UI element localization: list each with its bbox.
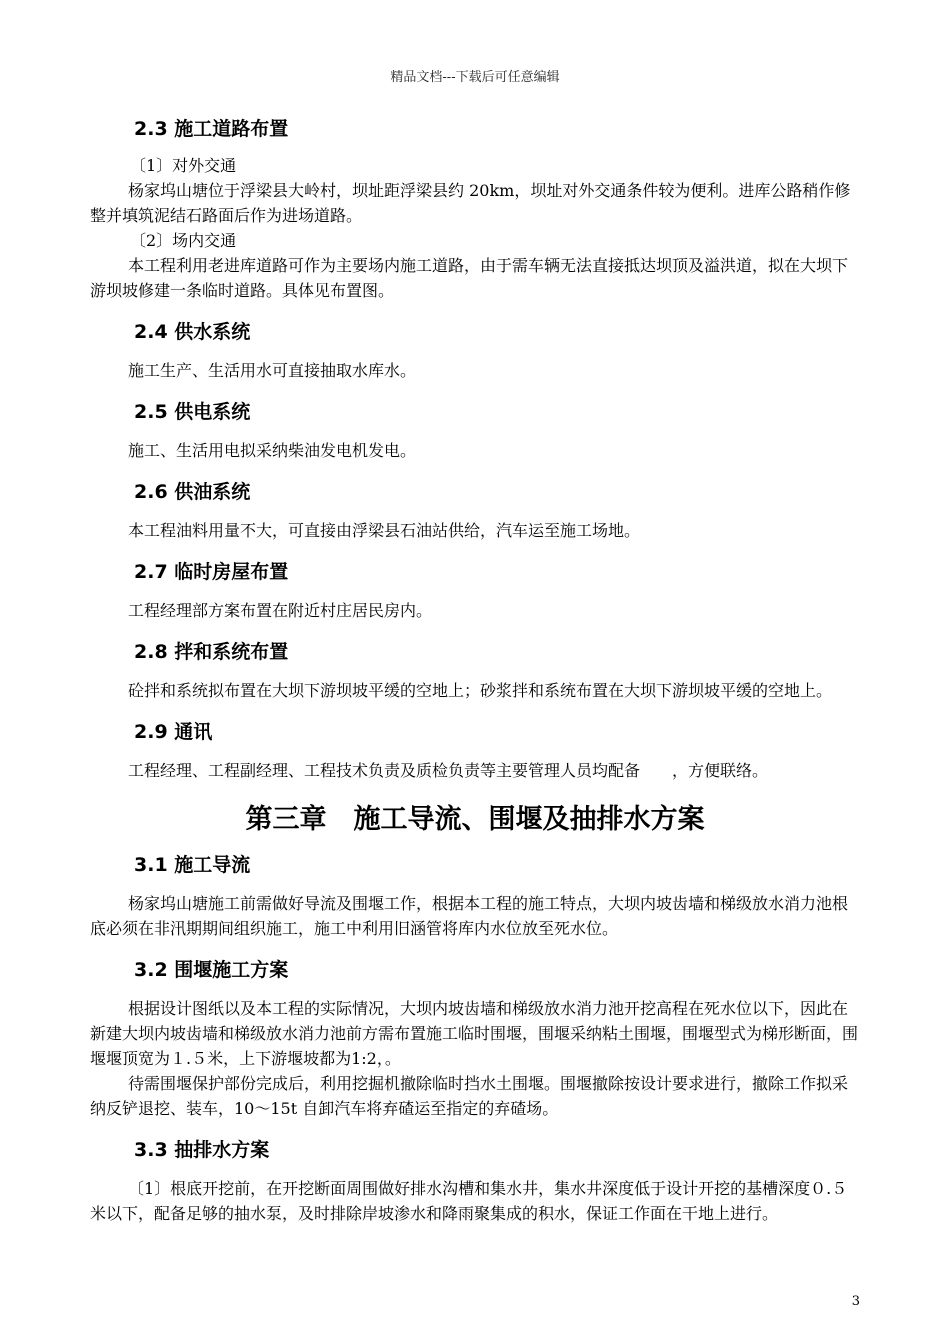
section-3-1-title: 3.1 施工导流 xyxy=(134,854,251,876)
section-2-7-para: 工程经理部方案布置在附近村庄居民房内。 xyxy=(128,601,433,620)
section-2-8-para: 砼拌和系统拟布置在大坝下游坝坡平缓的空地上；砂浆拌和系统布置在大坝下游坝坡平缓的空地上。 xyxy=(128,681,833,700)
section-2-4-para: 施工生产、生活用水可直接抽取水库水。 xyxy=(128,361,417,380)
section-2-5-para: 施工、生活用电拟采纳柴油发电机发电。 xyxy=(128,441,417,460)
section-2-4-title: 2.4 供水系统 xyxy=(134,321,251,343)
section-2-6-para: 本工程油料用量不大，可直接由浮梁县石油站供给，汽车运至施工场地。 xyxy=(128,521,641,540)
page-number: 3 xyxy=(851,1294,860,1309)
section-2-5-title: 2.5 供电系统 xyxy=(134,401,251,423)
section-2-7-title: 2.7 临时房屋布置 xyxy=(134,561,289,583)
section-2-3-para2: 本工程利用老进库道路可作为主要场内施工道路，由于需车辆无法直接抵达坝顶及溢洪道，拟在大坝下游坝坡修建一条临时道路。具体见布置图。 xyxy=(90,256,849,300)
section-3-3-para1: 〔1〕根底开挖前，在开挖断面周围做好排水沟槽和集水井，集水井深度低于设计开挖的基槽深度０.５米以下，配备足够的抽水泵，及时排除岸坡渗水和降雨聚集成的积水，保证工作面在干地上进行。 xyxy=(90,1179,848,1223)
section-2-3-sub2: 〔2〕场内交通 xyxy=(130,231,237,250)
section-3-3-title: 3.3 抽排水方案 xyxy=(134,1139,270,1161)
section-2-9-para: 工程经理、工程副经理、工程技术负责及质检负责等主要管理人员均配备 ，方便联络。 xyxy=(128,761,769,780)
section-3-2-para1: 根据设计图纸以及本工程的实际情况，大坝内坡齿墙和梯级放水消力池开挖高程在死水位以下，因此在新建大坝内坡齿墙和梯级放水消力池前方需布置施工临时围堰，围堰采纳粘土围堰，围堰型式为梯形断面，围堰堰顶宽为１.５米，上下游堰坡都为1:2，。 xyxy=(90,999,859,1068)
document-body xyxy=(90,108,860,1226)
section-2-3-title: 2.3 施工道路布置 xyxy=(134,118,289,140)
chapter-title: 第三章 施工导流、围堰及抽排水方案 xyxy=(245,804,705,835)
section-3-2-title: 3.2 围堰施工方案 xyxy=(134,959,289,981)
section-2-6-title: 2.6 供油系统 xyxy=(134,481,251,503)
page-header: 精品文档---下载后可任意编辑 xyxy=(390,70,560,85)
section-2-8-title: 2.8 拌和系统布置 xyxy=(134,641,289,663)
section-3-2-para2: 待需围堰保护部份完成后，利用挖掘机撤除临时挡水土围堰。围堰撤除按设计要求进行，撤除工作拟采纳反铲退挖、装车，10～15t 自卸汽车将弃碴运至指定的弃碴场。 xyxy=(90,1074,849,1118)
section-2-9-title: 2.9 通讯 xyxy=(134,721,213,743)
section-2-3-sub1: 〔1〕对外交通 xyxy=(130,156,237,175)
section-2-3-para1: 杨家坞山塘位于浮梁县大岭村，坝址距浮梁县约 20km，坝址对外交通条件较为便利。进库公路稍作修整并填筑泥结石路面后作为进场道路。 xyxy=(90,181,851,225)
section-3-1-para: 杨家坞山塘施工前需做好导流及围堰工作，根据本工程的施工特点，大坝内坡齿墙和梯级放水消力池根底必须在非汛期期间组织施工，施工中利用旧涵管将库内水位放至死水位。 xyxy=(90,894,849,938)
